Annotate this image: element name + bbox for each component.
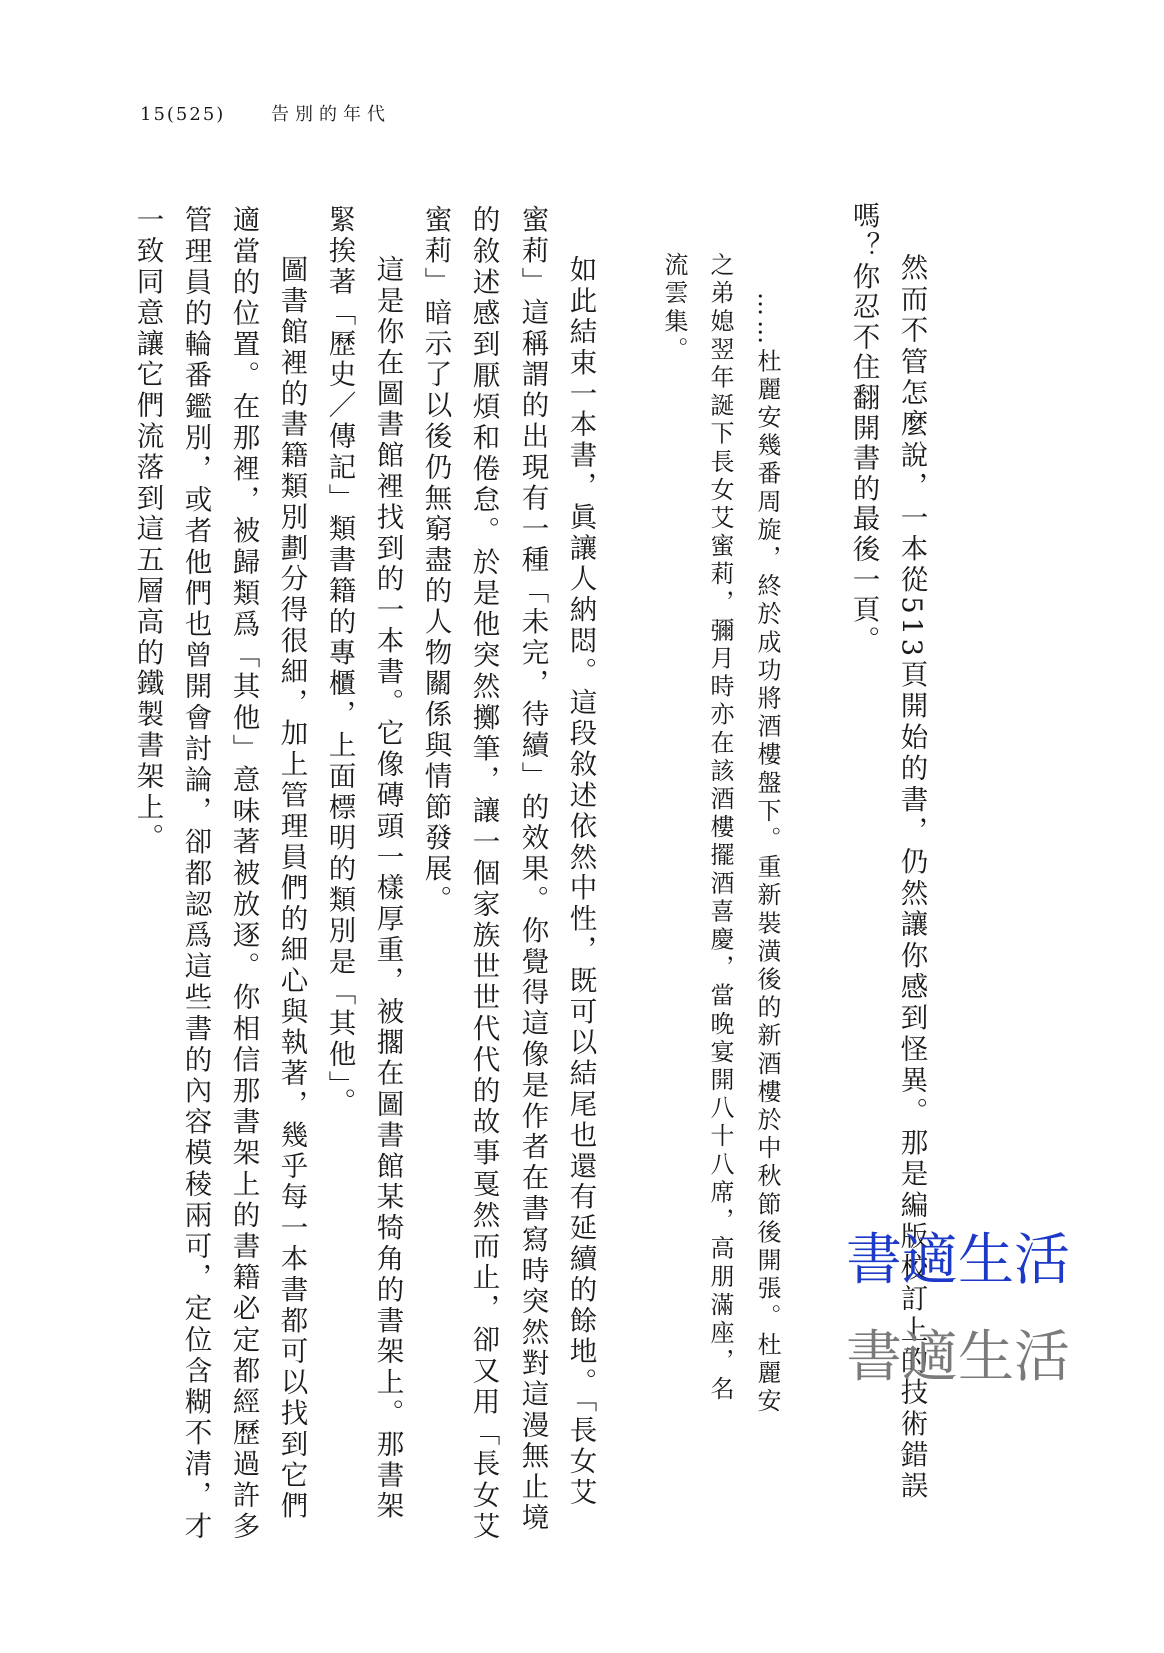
text-column-6: 蜜莉」暗示了以後仍無窮盡的人物關係與情節發展。 [419, 205, 452, 916]
page-number: 15(525) [140, 104, 226, 125]
text-column-11: 管理員的輪番鑑別，或者他們也曾開會討論，卻都認爲這些書的內容模稜兩可，定位含糊不清，才 [179, 205, 212, 1543]
quote-column-3: 流雲集。 [660, 252, 688, 365]
text-column-2: 嗎？你忍不住翻開書的最後一頁。 [847, 201, 880, 656]
text-column-9: 圖書館裡的書籍類別劃分得很細，加上管理員們的細心與執著，幾乎每一本書都可以找到它們 [275, 255, 308, 1522]
page-header [140, 100, 391, 126]
text-column-1: 然而不管怎麼說，一本從513頁開始的書，仍然讓你感到怪異。那是編版校訂上的技術錯誤 [895, 253, 928, 1503]
quote-column-2: 之弟媳翌年誕下長女艾蜜莉，彌月時亦在該酒樓擺酒喜慶，當晚宴開八十八席，高朋滿座，名 [706, 252, 734, 1405]
quote-column-1: ……杜麗安幾番周旋，終於成功將酒樓盤下。重新裝潢後的新酒樓於中秋節後開張。杜麗安 [753, 292, 781, 1416]
running-title: 告別的年代 [271, 104, 392, 125]
watermark-gray: 書適生活 [846, 1325, 1070, 1390]
text-column-7: 這是你在圖書館裡找到的一本書。它像磚頭一樣厚重，被擱在圖書館某犄角的書架上。那書架 [371, 255, 404, 1522]
watermark-blue: 書適生活 [846, 1228, 1070, 1293]
text-column-4: 蜜莉」這稱謂的出現有一種「未完，待續」的效果。你覺得這像是作者在書寫時突然對這漫無止境 [516, 205, 549, 1534]
text-column-12: 一致同意讓它們流落到這五層高的鐵製書架上。 [131, 205, 164, 854]
text-column-3: 如此結束一本書，眞讓人納悶。這段敘述依然中性，既可以結尾也還有延續的餘地。「長女艾 [564, 255, 597, 1509]
text-column-5: 的敘述感到厭煩和倦怠。於是他突然擲筆，讓一個家族世世代代的故事戛然而止，卻又用「長女艾 [467, 205, 500, 1543]
text-column-8: 緊挨著「歷史／傳記」類書籍的專櫃，上面標明的類別是「其他」。 [323, 205, 356, 1119]
text-column-10: 適當的位置。在那裡，被歸類爲「其他」意味著被放逐。你相信那書架上的書籍必定都經歷過許多 [227, 205, 260, 1543]
